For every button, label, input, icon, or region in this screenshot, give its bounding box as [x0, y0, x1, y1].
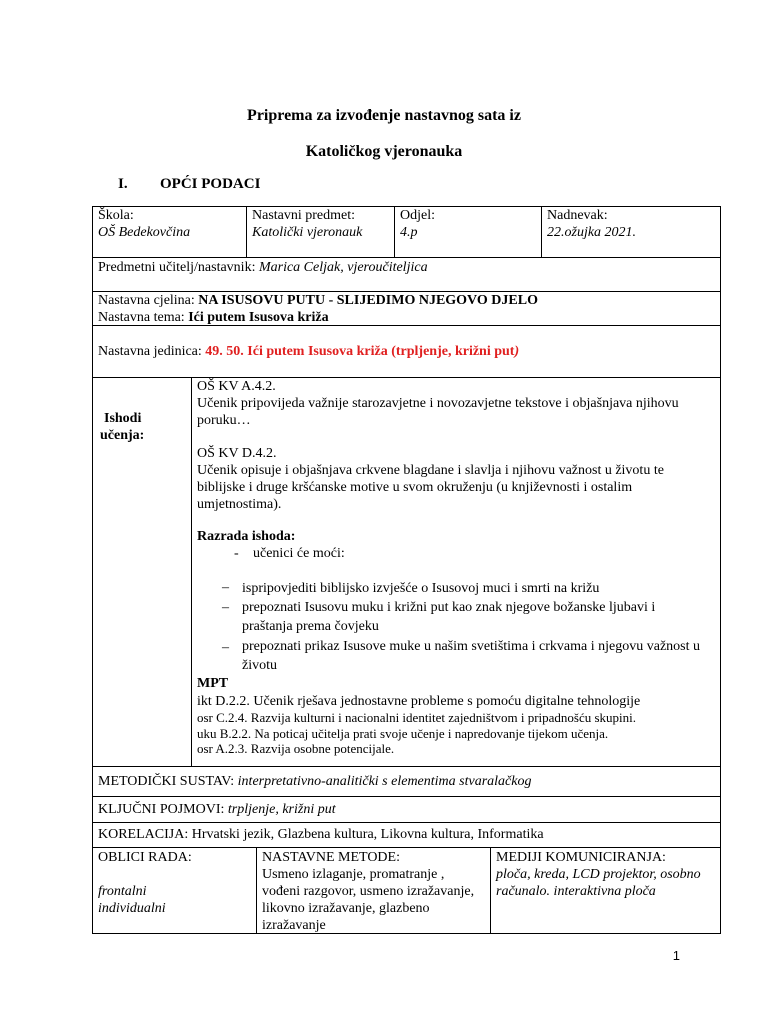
outcome-1-text: Učenik pripovijeda važnije starozavjetne i novozavjetne tekstove i objašnjava njihovu poruku… — [197, 396, 679, 428]
korelacija-label: KORELACIJA: — [98, 827, 189, 842]
outcome-bullet-1: ispripovjediti biblijsko izvješće o Isusovoj muci i smrti na križu — [242, 581, 600, 596]
section-title: OPĆI PODACI — [160, 176, 261, 192]
outcome-2 — [193, 445, 719, 513]
mediji-cell — [492, 849, 720, 900]
oblici-label: OBLICI RADA: — [98, 850, 192, 865]
metode-value: Usmeno izlaganje, promatranje , vođeni razgovor, usmeno izražavanje, likovno izražavanje, glazbeno izražavanje — [262, 867, 475, 933]
korelacija-row — [94, 826, 719, 843]
korelacija-value: Hrvatski jezik, Glazbena kultura, Likovna kultura, Informatika — [191, 827, 544, 842]
outcomes-label — [94, 410, 190, 444]
razrada-title: Razrada ishoda: — [197, 529, 296, 544]
school-label: Škola: — [98, 208, 134, 223]
razrada-intro: učenici će moći: — [253, 546, 345, 561]
oblici-value-2: individualni — [98, 901, 166, 916]
subject-cell — [248, 207, 393, 241]
teacher-row — [94, 259, 719, 276]
date-value: 22.ožujka 2021. — [547, 225, 637, 240]
oblici-rada-cell — [94, 849, 254, 917]
jedinica-paren: ) — [514, 344, 520, 359]
outcome-2-text: Učenik opisuje i objašnjava crkvene blagdane i slavlja i njihovu važnost u životu te biblijske i druge kršćanske motive u svom okruženju (u književnosti i ostalim umjetnostima). — [197, 463, 664, 512]
section-number: I. — [118, 176, 128, 192]
tema-label: Nastavna tema: — [98, 310, 185, 325]
class-label: Odjel: — [400, 208, 435, 223]
sustav-value: interpretativno-analitički s elementima stvaralačkog — [237, 774, 532, 789]
school-value: OŠ Bedekovčina — [98, 225, 191, 240]
jedinica-label: Nastavna jedinica: — [98, 344, 202, 359]
page-number: 1 — [672, 948, 680, 963]
outcome-1 — [193, 378, 719, 429]
bullet-marker-2: – — [222, 600, 229, 615]
date-label: Nadnevak: — [547, 208, 608, 223]
unit-row — [94, 292, 719, 326]
metodicki-sustav-row — [94, 773, 719, 790]
subject-label: Nastavni predmet: — [252, 208, 356, 223]
outcomes-label-line2: učenja: — [100, 428, 145, 443]
mediji-value: ploča, kreda, LCD projektor, osobno računalo. interaktivna ploča — [496, 867, 701, 899]
class-cell — [396, 207, 540, 241]
mpt-title: MPT — [197, 676, 229, 691]
class-value: 4.p — [400, 225, 418, 240]
mpt-line-2: osr C.2.4. Razvija kulturni i nacionalni identitet zajedništvom i pripadnošću skupini. — [197, 710, 637, 725]
nastavne-metode-cell — [258, 849, 488, 934]
outcome-bullet-2: prepoznati Isusovu muku i križni put kao znak njegove božanske ljubavi i praštanja prema čovjeku — [242, 600, 656, 634]
date-cell — [543, 207, 719, 241]
bullet-marker-1: – — [222, 580, 229, 595]
school-cell — [94, 207, 244, 241]
outcome-bullet-3: prepoznati prikaz Isusove muke u našim svetištima i crkvama i njegovu važnost u životu — [242, 639, 700, 673]
metode-label: NASTAVNE METODE: — [262, 850, 400, 865]
mpt-line-4: osr A.2.3. Razvija osobne potencijale. — [197, 741, 395, 756]
teacher-label: Predmetni učitelj/nastavnik: — [98, 260, 256, 275]
outcome-2-code: OŠ KV D.4.2. — [197, 446, 277, 461]
document-title-line2: Katoličkog vjeronauka — [305, 143, 463, 160]
razrada-dash: - — [234, 546, 239, 561]
jedinica-value: 49. 50. Ići putem Isusova križa (trpljenje, križni put — [205, 344, 515, 359]
sustav-label: METODIČKI SUSTAV: — [98, 774, 235, 789]
document-title-line1: Priprema za izvođenje nastavnog sata iz — [247, 107, 521, 124]
pojmovi-value: trpljenje, križni put — [227, 802, 336, 817]
outcome-1-code: OŠ KV A.4.2. — [197, 379, 276, 394]
kljucni-pojmovi-row — [94, 801, 719, 818]
bullet-marker-3: – — [222, 640, 229, 655]
mediji-label: MEDIJI KOMUNICIRANJA: — [496, 850, 666, 865]
cjelina-value: NA ISUSOVU PUTU - SLIJEDIMO NJEGOVO DJELO — [198, 293, 538, 308]
subject-value: Katolički vjeronauk — [252, 225, 363, 240]
pojmovi-label: KLJUČNI POJMOVI: — [98, 802, 225, 817]
mpt-line-1: ikt D.2.2. Učenik rješava jednostavne probleme s pomoću digitalne tehnologije — [197, 694, 641, 709]
mpt-line-3: uku B.2.2. Na poticaj učitelja prati svoje učenje i napredovanje tijekom učenja. — [197, 726, 609, 741]
teacher-value: Marica Celjak, vjeroučiteljica — [258, 260, 428, 275]
outcomes-label-line1: Ishodi — [104, 411, 142, 426]
oblici-value-1: frontalni — [98, 884, 147, 899]
jedinica-row — [94, 343, 719, 360]
cjelina-label: Nastavna cjelina: — [98, 293, 195, 308]
tema-value: Ići putem Isusova križa — [188, 310, 329, 325]
